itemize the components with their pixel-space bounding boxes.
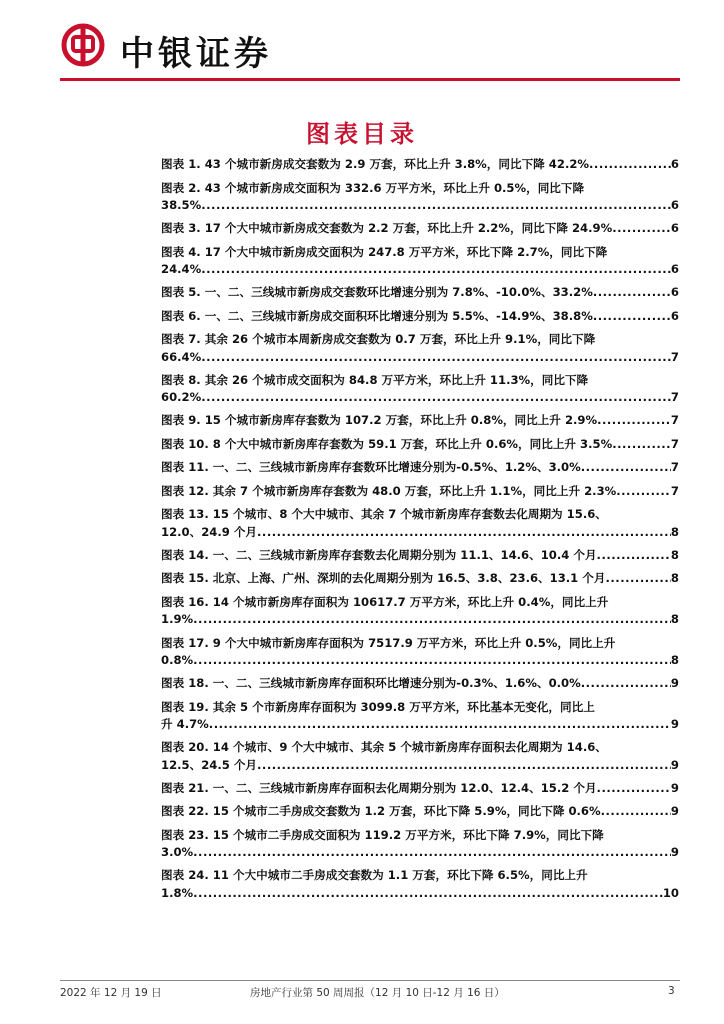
toc-page-number: 7 bbox=[670, 436, 679, 451]
toc-page-number: 7 bbox=[670, 349, 679, 364]
toc-page-number: 7 bbox=[670, 413, 679, 428]
toc-entry-text: 图表 19. 其余 5 个市新房库存面积为 3099.8 万平方米，环比基本无变化，同比上 bbox=[161, 699, 595, 714]
toc-entry[interactable] bbox=[161, 483, 679, 501]
toc-leader-dots bbox=[257, 757, 671, 775]
toc-page-number: 8 bbox=[670, 547, 679, 562]
footer-page-number: 3 bbox=[668, 985, 675, 997]
toc-entry[interactable] bbox=[161, 459, 679, 477]
toc-page-number: 9 bbox=[670, 717, 679, 732]
toc-page-number: 7 bbox=[670, 460, 679, 475]
toc-entry-text: 图表 1. 43 个城市新房成交套数为 2.9 万套，环比上升 3.8%，同比下降 42.2% bbox=[161, 157, 590, 171]
toc-entry-text: 图表 21. 一、二、三线城市新房库存面积去化周期分别为 12.0、12.4、15.2 个月 bbox=[161, 780, 597, 795]
toc-page-number: 6 bbox=[670, 221, 679, 236]
toc-entry-text: 0.8% bbox=[161, 653, 194, 668]
toc-entry-text: 图表 17. 9 个大中城市新房库存面积为 7517.9 万平方米，环比上升 0.5%，同比上升 bbox=[161, 635, 616, 650]
toc-page-number: 8 bbox=[670, 524, 679, 539]
toc-entry[interactable] bbox=[161, 867, 679, 902]
toc-leader-dots bbox=[201, 389, 671, 407]
toc-entry[interactable] bbox=[161, 506, 679, 541]
table-of-figures bbox=[161, 156, 679, 908]
toc-page-number: 6 bbox=[670, 285, 679, 300]
toc-entry[interactable] bbox=[161, 372, 679, 407]
toc-entry[interactable] bbox=[161, 220, 679, 238]
toc-entry-text: 升 4.7% bbox=[161, 717, 209, 732]
header bbox=[60, 20, 680, 78]
toc-entry[interactable] bbox=[161, 739, 679, 774]
toc-entry-text: 图表 2. 43 个城市新房成交面积为 332.6 万平方米，环比上升 0.5%，同比下降 bbox=[161, 180, 585, 195]
toc-entry-text: 图表 3. 17 个大中城市新房成交套数为 2.2 万套，环比上升 2.2%，同比下降 24.9% bbox=[161, 221, 613, 236]
toc-leader-dots bbox=[601, 803, 671, 821]
toc-entry[interactable] bbox=[161, 284, 679, 302]
toc-page-number: 6 bbox=[670, 198, 679, 212]
toc-entry-text: 24.4% bbox=[161, 262, 202, 277]
brand-name: 中银证券 bbox=[120, 34, 272, 74]
footer-date: 2022 年 12 月 19 日 bbox=[60, 987, 162, 999]
toc-entry-text: 12.5、24.5 个月 bbox=[161, 757, 258, 772]
footer-divider bbox=[60, 980, 680, 981]
toc-entry-text: 图表 18. 一、二、三线城市新房库存面积环比增速分别为-0.3%、1.6%、0.0% bbox=[161, 676, 581, 691]
toc-leader-dots bbox=[605, 570, 670, 588]
toc-entry-text: 1.8% bbox=[161, 885, 194, 900]
toc-entry-text: 38.5% bbox=[161, 198, 202, 212]
toc-entry-text: 1.9% bbox=[161, 612, 194, 627]
toc-entry-text: 图表 9. 15 个城市新房库存套数为 107.2 万套，环比上升 0.8%，同比上升 2.9% bbox=[161, 413, 598, 428]
toc-leader-dots bbox=[597, 547, 671, 565]
toc-entry[interactable] bbox=[161, 675, 679, 693]
toc-leader-dots bbox=[593, 284, 671, 302]
toc-page-number: 6 bbox=[670, 157, 679, 171]
toc-page-number: 6 bbox=[670, 262, 679, 277]
toc-entry[interactable] bbox=[161, 331, 679, 366]
page-title: 图表目录 bbox=[306, 119, 418, 148]
toc-page-number: 8 bbox=[670, 653, 679, 668]
toc-leader-dots bbox=[193, 885, 663, 903]
toc-entry[interactable] bbox=[161, 547, 679, 565]
toc-leader-dots bbox=[193, 844, 671, 862]
toc-leader-dots bbox=[612, 220, 671, 238]
toc-leader-dots bbox=[597, 780, 671, 798]
toc-entry-text: 图表 8. 其余 26 个城市成交面积为 84.8 万平方米，环比上升 11.3%，同比下降 bbox=[161, 372, 589, 387]
toc-leader-dots bbox=[593, 308, 671, 326]
toc-entry[interactable] bbox=[161, 156, 679, 174]
bank-of-china-logo-icon bbox=[60, 22, 106, 68]
toc-entry[interactable] bbox=[161, 436, 679, 454]
toc-entry[interactable] bbox=[161, 635, 679, 670]
toc-entry[interactable] bbox=[161, 780, 679, 798]
toc-entry-text: 图表 6. 一、二、三线城市新房成交面积环比增速分别为 5.5%、-14.9%、38.8% bbox=[161, 308, 593, 323]
toc-leader-dots bbox=[201, 197, 671, 215]
toc-entry[interactable] bbox=[161, 308, 679, 326]
toc-entry[interactable] bbox=[161, 594, 679, 629]
toc-entry-text: 图表 15. 北京、上海、广州、深圳的去化周期分别为 16.5、3.8、23.6、13.1 个月 bbox=[161, 571, 606, 586]
toc-page-number: 8 bbox=[670, 612, 679, 627]
toc-leader-dots bbox=[581, 675, 671, 693]
toc-page-number: 9 bbox=[670, 780, 679, 795]
toc-page-number: 9 bbox=[670, 845, 679, 860]
toc-entry[interactable] bbox=[161, 244, 679, 279]
toc-entry-text: 图表 12. 其余 7 个城市新房库存套数为 48.0 万套，环比上升 1.1%，同比上升 2.3% bbox=[161, 483, 617, 498]
toc-entry[interactable] bbox=[161, 699, 679, 734]
toc-entry-text: 3.0% bbox=[161, 845, 194, 860]
toc-leader-dots bbox=[209, 716, 671, 734]
toc-entry[interactable] bbox=[161, 803, 679, 821]
toc-page-number: 6 bbox=[670, 308, 679, 323]
toc-entry-text: 图表 11. 一、二、三线城市新房库存套数环比增速分别为-0.5%、1.2%、3.0% bbox=[161, 460, 581, 475]
toc-entry-text: 66.4% bbox=[161, 349, 202, 364]
toc-page-number: 9 bbox=[670, 757, 679, 772]
toc-entry-text: 图表 7. 其余 26 个城市本周新房成交套数为 0.7 万套，环比上升 9.1%，同比下降 bbox=[161, 332, 596, 347]
toc-entry-text: 图表 14. 一、二、三线城市新房库存套数去化周期分别为 11.1、14.6、10.4 个月 bbox=[161, 547, 597, 562]
toc-leader-dots bbox=[581, 459, 671, 477]
toc-entry-text: 12.0、24.9 个月 bbox=[161, 524, 258, 539]
header-divider bbox=[60, 78, 680, 81]
toc-entry-text: 图表 4. 17 个大中城市新房成交面积为 247.8 万平方米，环比下降 2.7%，同比下降 bbox=[161, 244, 608, 259]
toc-entry-text: 图表 20. 14 个城市、9 个大中城市、其余 5 个城市新房库存面积去化周期为 14.6、 bbox=[161, 740, 607, 755]
toc-entry-text: 图表 22. 15 个城市二手房成交套数为 1.2 万套，环比下降 5.9%，同比下降 0.6% bbox=[161, 804, 601, 819]
toc-leader-dots bbox=[193, 652, 671, 670]
toc-entry-text: 60.2% bbox=[161, 390, 202, 405]
toc-leader-dots bbox=[589, 156, 671, 174]
toc-leader-dots bbox=[612, 436, 671, 454]
toc-entry-text: 图表 13. 15 个城市、8 个大中城市、其余 7 个城市新房库存套数去化周期为 15.6、 bbox=[161, 507, 607, 522]
toc-leader-dots bbox=[201, 261, 671, 279]
toc-leader-dots bbox=[616, 483, 671, 501]
toc-page-number: 7 bbox=[670, 390, 679, 405]
toc-page-number: 7 bbox=[670, 483, 679, 498]
toc-page-number: 10 bbox=[662, 885, 679, 900]
toc-page-number: 8 bbox=[670, 571, 679, 586]
toc-entry-text: 图表 23. 15 个城市二手房成交面积为 119.2 万平方米，环比下降 7.9%，同比下降 bbox=[161, 827, 604, 842]
toc-entry-text: 图表 10. 8 个大中城市新房库存套数为 59.1 万套，环比上升 0.6%，同比上升 3.5% bbox=[161, 436, 613, 451]
toc-entry[interactable] bbox=[161, 827, 679, 862]
toc-leader-dots bbox=[193, 611, 671, 629]
toc-entry[interactable] bbox=[161, 412, 679, 430]
toc-entry-text: 图表 16. 14 个城市新房库存面积为 10617.7 万平方米，环比上升 0.4%，同比上升 bbox=[161, 594, 609, 609]
toc-page-number: 9 bbox=[670, 676, 679, 691]
toc-leader-dots bbox=[201, 349, 671, 367]
toc-entry[interactable] bbox=[161, 570, 679, 588]
toc-entry-text: 图表 5. 一、二、三线城市新房成交套数环比增速分别为 7.8%、-10.0%、33.2% bbox=[161, 285, 593, 300]
toc-entry[interactable] bbox=[161, 180, 679, 215]
toc-entry-text: 图表 24. 11 个大中城市二手房成交套数为 1.1 万套，环比下降 6.5%，同比上升 bbox=[161, 868, 588, 883]
toc-leader-dots bbox=[597, 412, 671, 430]
toc-leader-dots bbox=[257, 524, 671, 542]
toc-page-number: 9 bbox=[670, 804, 679, 819]
footer-report-name: 房地产行业第 50 周周报（12 月 10 日-12 月 16 日） bbox=[250, 987, 505, 999]
